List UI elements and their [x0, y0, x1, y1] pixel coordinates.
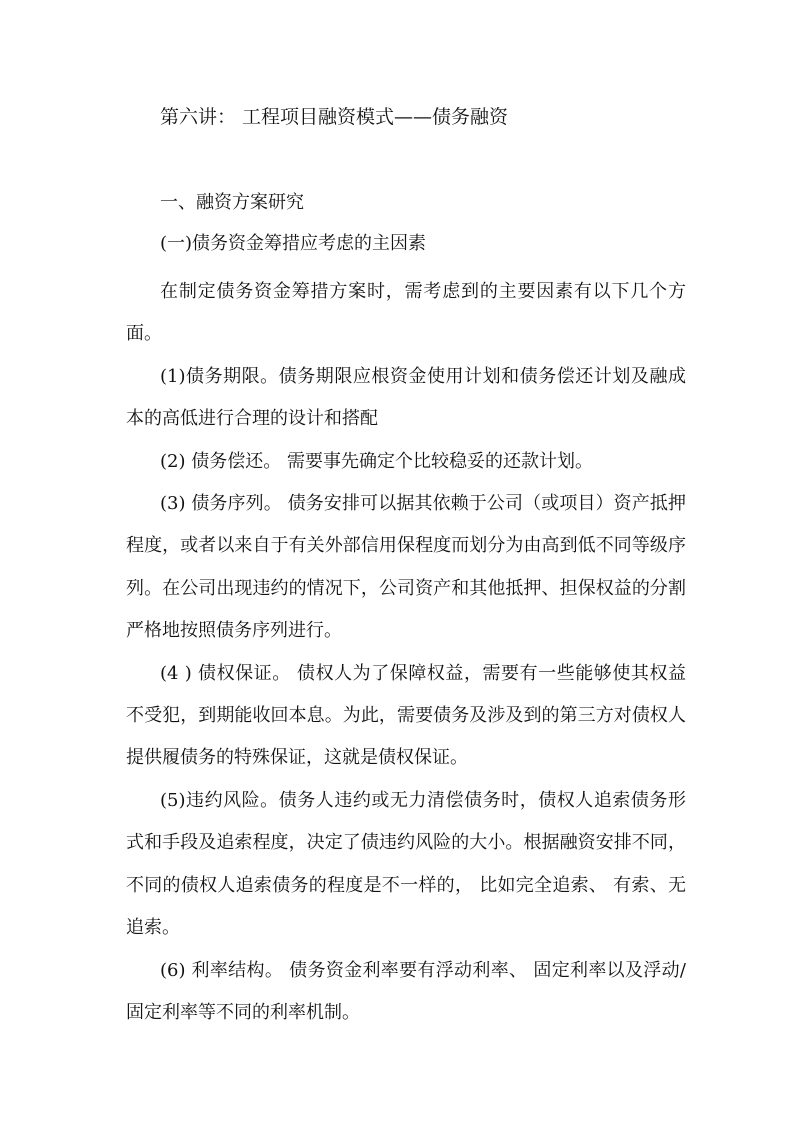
paragraph-interest-structure: (6) 利率结构。 债务资金利率要有浮动利率、 固定利率以及浮动/固定利率等不同的利率机制。	[126, 959, 686, 1023]
paragraph-intro: 在制定债务资金筹措方案时，需考虑到的主要因素有以下几个方面。	[126, 281, 686, 345]
document-body	[126, 271, 686, 1034]
paragraph-default-risk: (5)违约风险。债务人违约或无力清偿债务时，债权人追索债务形式和手段及追索程度，决定了债违约风险的大小。根据融资安排不同，不同的债权人追索债务的程度是不一样的， 比如完全追索、 有索、无追索。	[126, 789, 686, 939]
lecture-title: 第六讲： 工程项目融资模式——债务融资	[160, 106, 509, 128]
section-heading: 一、融资方案研究	[160, 192, 304, 213]
paragraph-debt-repayment: (2) 债务偿还。 需要事先确定个比较稳妥的还款计划。	[160, 450, 593, 472]
paragraph-creditor-guarantee: (4 ) 债权保证。 债权人为了保障权益，需要有一些能够使其权益不受犯，到期能收回本息。为此，需要债务及涉及到的第三方对债权人提供履债务的特殊保证，这就是债权保证。	[126, 662, 686, 769]
paragraph-debt-sequence: (3) 债务序列。 债务安排可以据其依赖于公司（或项目）资产抵押程度，或者以来自于有关外部信用保程度而划分为由高到低不同等级序列。在公司出现违约的情况下，公司资产和其他抵押、担保权益的分割严格地按照债务序列进行。	[126, 493, 686, 642]
paragraph-debt-term: (1)债务期限。债务期限应根资金使用计划和债务偿还计划及融成本的高低进行合理的设计和搭配	[126, 365, 686, 430]
subsection-heading: (一)债务资金筹措应考虑的主因素	[160, 233, 427, 254]
